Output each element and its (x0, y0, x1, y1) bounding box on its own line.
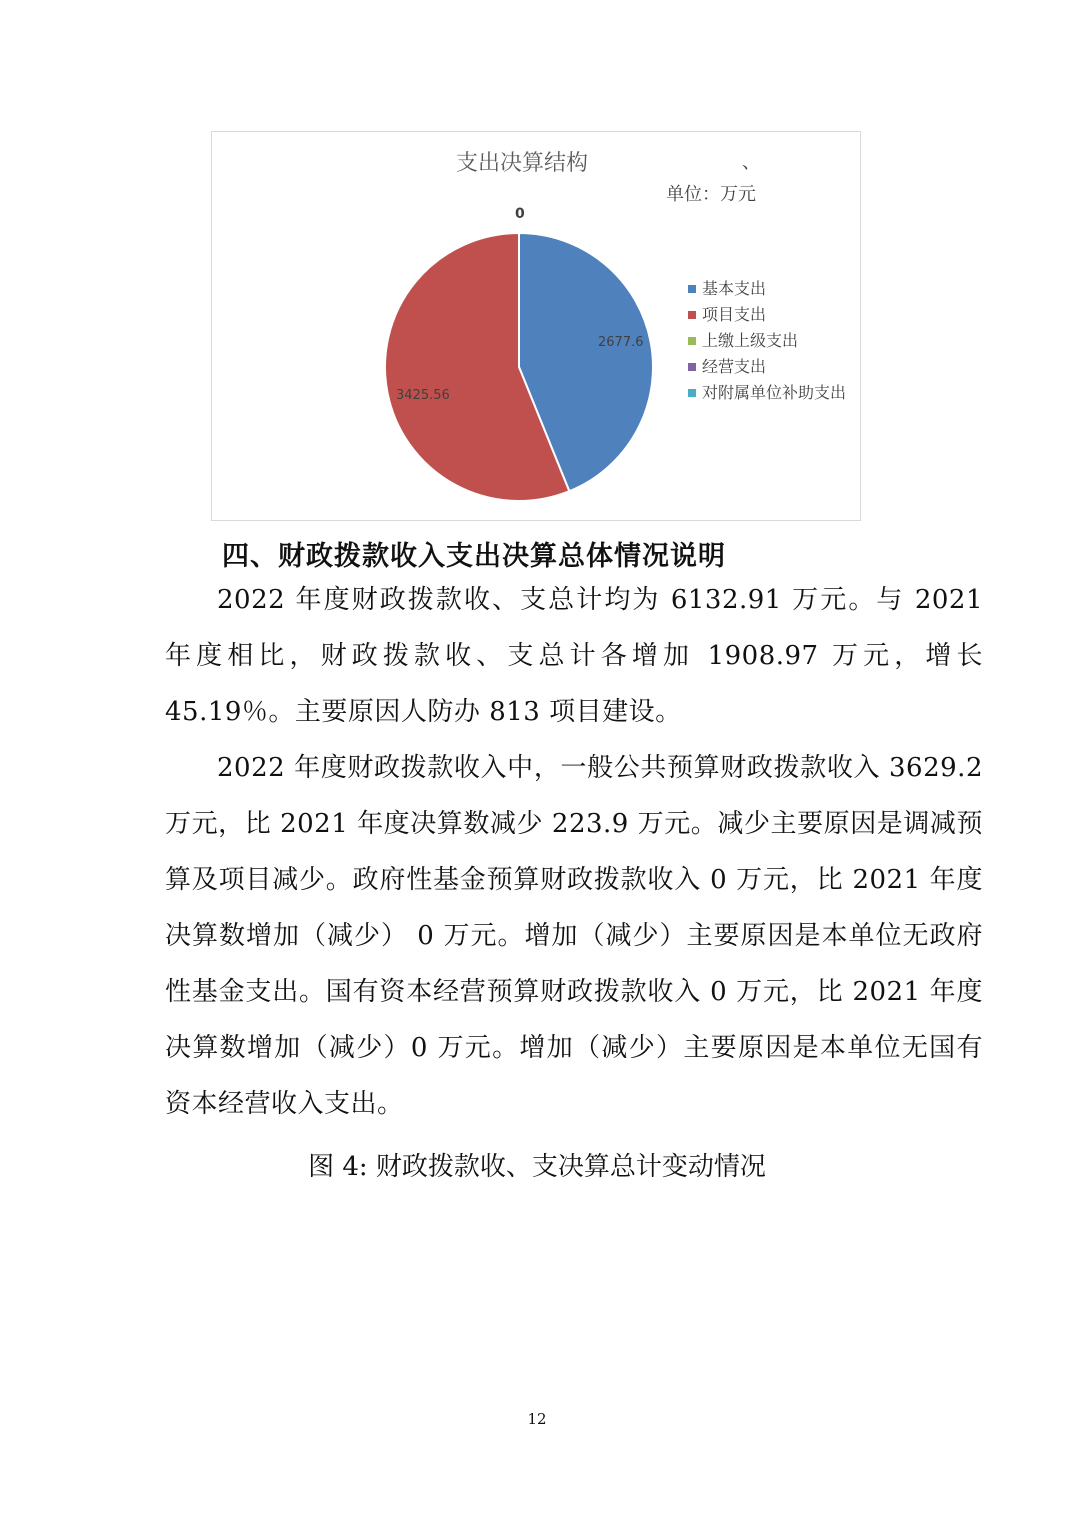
legend-swatch (688, 337, 696, 345)
paragraph-1: 2022 年度财政拨款收、支总计均为 6132.91 万元。与 2021 年度相比，财政拨款收、支总计各增加 1908.97 万元，增长 45.19％。主要原因人防办 813 项目建设。 (165, 585, 983, 727)
legend-item (688, 380, 846, 406)
legend-label: 基本支出 (702, 279, 767, 298)
legend-label: 经营支出 (702, 357, 767, 376)
legend-swatch (688, 285, 696, 293)
legend-label: 对附属单位补助支出 (702, 383, 847, 402)
figure-caption: 图 4: 财政拨款收、支决算总计变动情况 (308, 1152, 766, 1182)
legend-swatch (688, 363, 696, 371)
slice-label-basic: 2677.6 (598, 335, 644, 350)
chart-legend (688, 276, 846, 406)
legend-item (688, 328, 846, 354)
slice-label-project: 3425.56 (396, 388, 450, 403)
slice-label-zero: 0 (515, 206, 525, 222)
body-text (165, 572, 983, 1132)
chart-mark: 、 (742, 152, 760, 173)
chart-unit-label: 单位：万元 (666, 184, 756, 205)
legend-item (688, 276, 846, 302)
legend-item (688, 302, 846, 328)
page-number: 12 (527, 1410, 547, 1428)
legend-label: 上缴上级支出 (702, 331, 799, 350)
chart-container (211, 131, 861, 521)
legend-item (688, 354, 846, 380)
chart-title: 支出决算结构 (455, 151, 588, 176)
legend-label: 项目支出 (702, 305, 767, 324)
legend-swatch (688, 389, 696, 397)
paragraph-2: 2022 年度财政拨款收入中，一般公共预算财政拨款收入 3629.2 万元，比 2021 年度决算数减少 223.9 万元。减少主要原因是调减预算及项目减少。政府性基金预算财政拨款收入 0 万元，比 2021 年度决算数增加（减少） 0 万元。增加（减少）主要原因是本单位无政府性基金支出。国有资本经营预算财政拨款收入 0 万元，比 2021 年度决算数增加（减少）0 万元。增加（减少）主要原因是本单位无国有资本经营收入支出。 (165, 753, 983, 1119)
legend-swatch (688, 311, 696, 319)
section-heading: 四、财政拨款收入支出决算总体情况说明 (222, 541, 726, 572)
